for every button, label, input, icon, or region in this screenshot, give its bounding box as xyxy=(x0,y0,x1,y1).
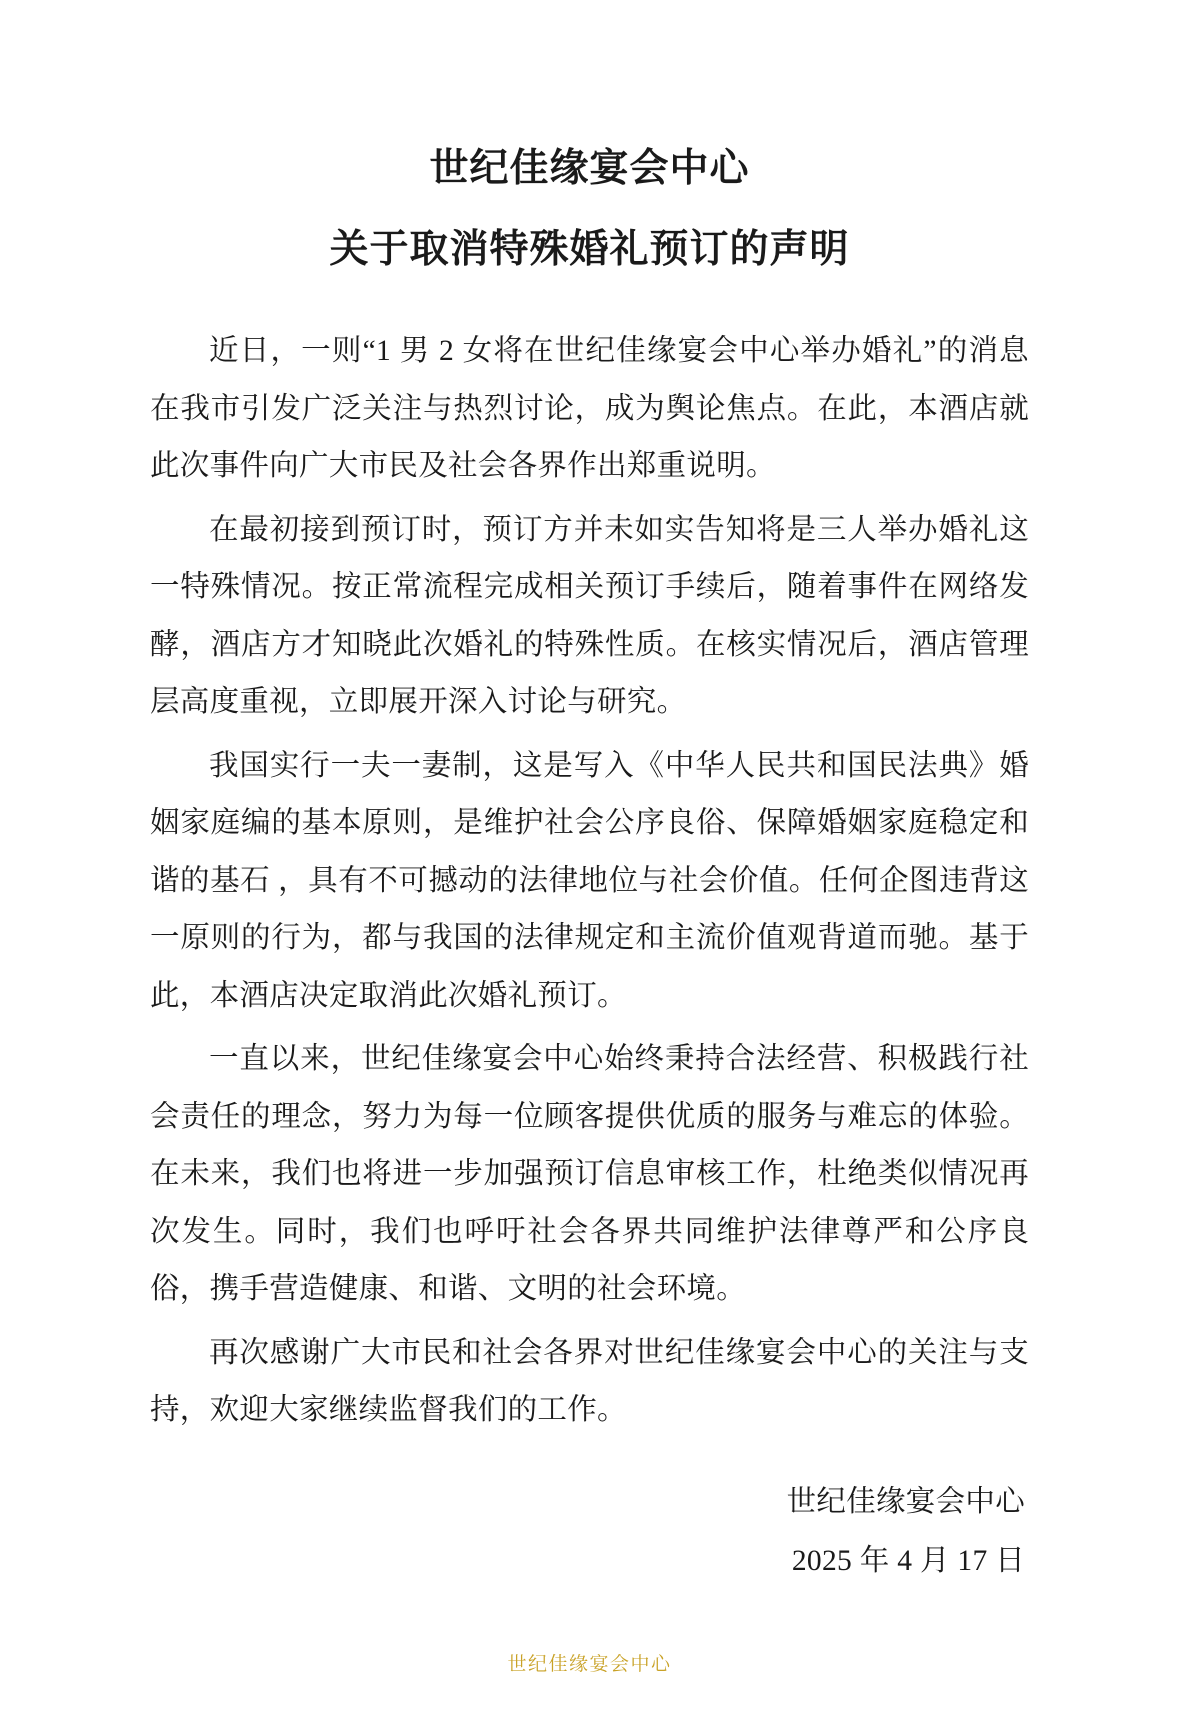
document-title-block xyxy=(150,140,1029,279)
signature-organization: 世纪佳缘宴会中心 xyxy=(786,1485,1025,1518)
footer-watermark: 世纪佳缘宴会中心 xyxy=(507,1653,672,1675)
signature-block xyxy=(150,1474,1029,1591)
page-title: 世纪佳缘宴会中心 xyxy=(429,147,750,190)
paragraph: 再次感谢广大市民和社会各界对世纪佳缘宴会中心的关注与支持，欢迎大家继续监督我们的工作。 xyxy=(150,1336,1029,1427)
signature-date: 2025 年 4 月 17 日 xyxy=(791,1545,1025,1578)
paragraph: 一直以来，世纪佳缘宴会中心始终秉持合法经营、积极践行社会责任的理念，努力为每一位顾客提供优质的服务与难忘的体验。在未来，我们也将进一步加强预订信息审核工作，杜绝类似情况再次发生。同时，我们也呼吁社会各界共同维护法律尊严和公序良俗，携手营造健康、和谐、文明的社会环境。 xyxy=(150,1043,1029,1306)
paragraph: 我国实行一夫一妻制，这是写入《中华人民共和国民法典》婚姻家庭编的基本原则，是维护社会公序良俗、保障婚姻家庭稳定和谐的基石 ，具有不可撼动的法律地位与社会价值。任何企图违背这一原则的行为，都与我国的法律规定和主流价值观背道而驰。基于此，本酒店决定取消此次婚礼预订。 xyxy=(150,749,1029,1012)
paragraph: 近日，一则“1 男 2 女将在世纪佳缘宴会中心举办婚礼”的消息在我市引发广泛关注与热烈讨论，成为舆论焦点。在此，本酒店就此次事件向广大市民及社会各界作出郑重说明。 xyxy=(150,335,1029,483)
document-body xyxy=(150,323,1029,1440)
paragraph: 在最初接到预订时，预订方并未如实告知将是三人举办婚礼这一特殊情况。按正常流程完成相关预订手续后，随着事件在网络发酵，酒店方才知晓此次婚礼的特殊性质。在核实情况后，酒店管理层高度重视，立即展开深入讨论与研究。 xyxy=(150,513,1029,719)
page-subtitle: 关于取消特殊婚礼预订的声明 xyxy=(329,227,850,271)
